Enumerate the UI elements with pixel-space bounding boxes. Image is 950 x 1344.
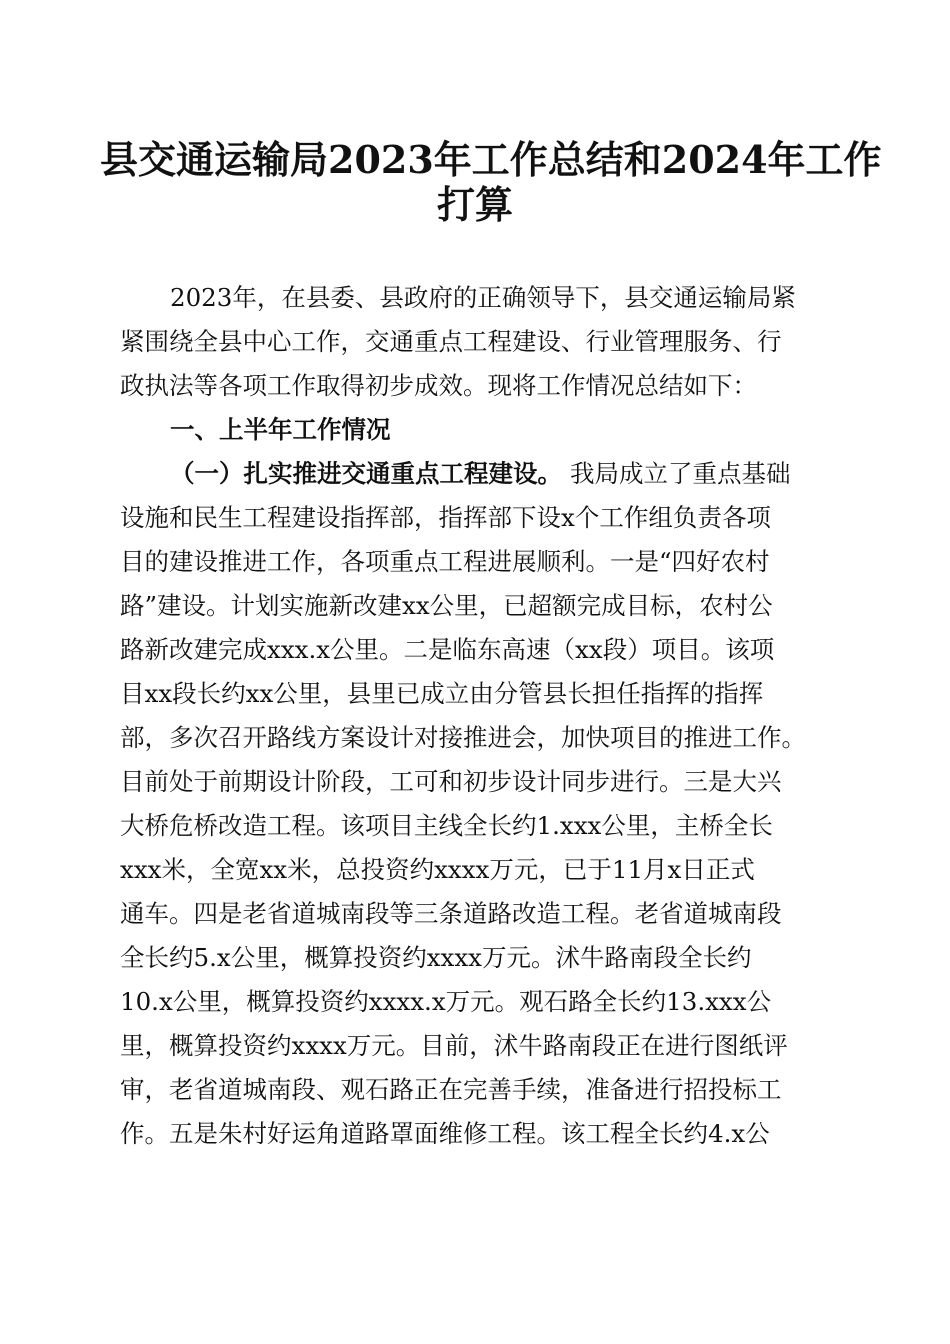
document-page: 县交通运输局2023年工作总结和2024年工作 打算 2023年，在县委、县政府的正确领导下，县交通运输局紧 紧围绕全县中心工作，交通重点工程建设、行业管理服务、行 政执法等各项工作取得初步成效。现将工作情况总结如下： 一、上半年工作情况 （一）扎实推进交通重点工程建设。 我局成立了重点基础 设施和民生工程建设指挥部，指挥部下设x个工作组负责各项 目的建设推进工作，各项重点工程进展顺利。一是“四好农村 路”建设。计划实施新改建xx公里，已超额完成目标，农村公 路新改建完成xxx.x公里。二是临东高速（xx段）项目。该项 目xx段长约xx公里，县里已成立由分管县长担任指挥的指挥 部，多次召开路线方案设计对接推进会，加快项目的推进工作。 目前处于前期设计阶段，工可和初步设计同步进行。三是大兴 大桥危桥改造工程。该项目主线全长约1.xxx公里，主桥全长 xxx米，全宽xx米，总投资约xxxx万元，已于11月x日正式 通车。四是老省道城南段等三条道路改造工程。老省道城南段 全长约5.x公里，概算投资约xxxx万元。沭牛路南段全长约 10.x公里，概算投资约xxxx.x万元。观石路全长约13.xxx公 里，概算投资约xxxx万元。目前，沭牛路南段正在进行图纸评 审，老省道城南段、观石路正在完善手续，准备进行招投标工 作。五是朱村好运角道路罩面维修工程。该工程全长约4.x公 (100, 137, 882, 1148)
document-title-line-1: 县交通运输局2023年工作总结和2024年工作 (100, 137, 882, 182)
sub-heading: （一）扎实推进交通重点工程建设。 (170, 459, 562, 488)
document-title-line-2: 打算 (436, 182, 513, 227)
paragraph-text: 我局成立了重点基础 (570, 459, 791, 488)
